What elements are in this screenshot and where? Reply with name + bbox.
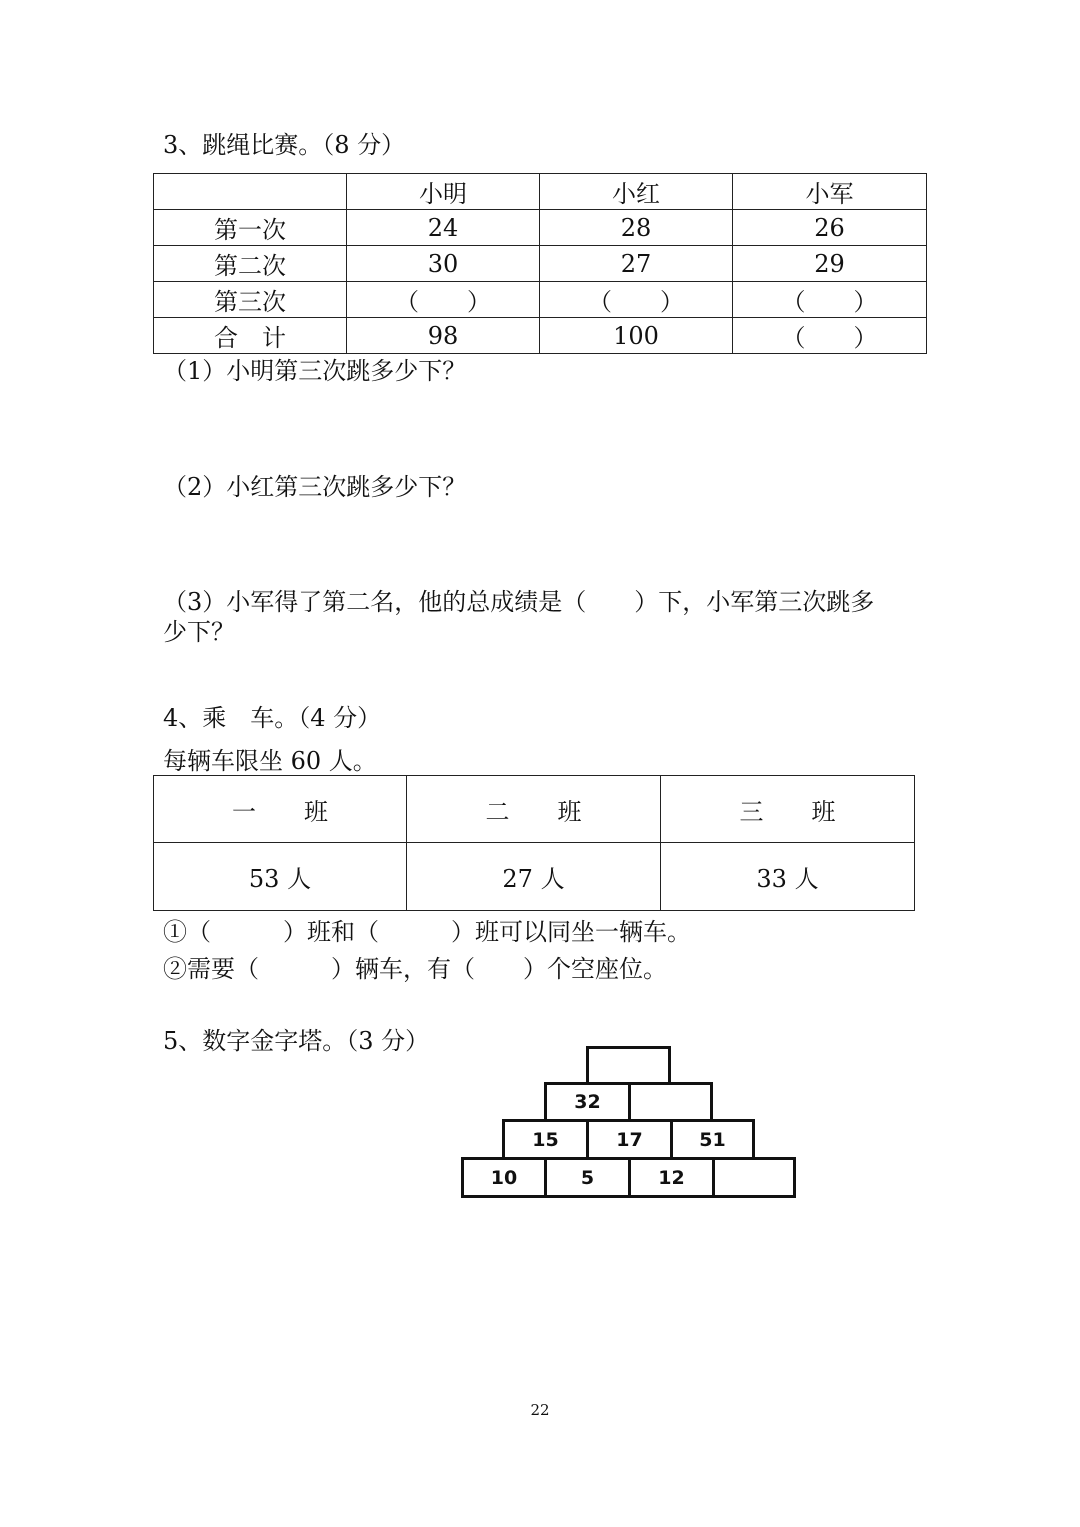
pyramid-blank-cell[interactable] — [712, 1157, 796, 1198]
pyramid-blank-cell[interactable] — [628, 1082, 713, 1122]
table-row — [154, 318, 927, 354]
pyramid-cell: 17 — [586, 1119, 673, 1160]
table-cell: 98 — [347, 318, 540, 354]
q4-note: 每辆车限坐 60 人。 — [163, 747, 377, 775]
answer-blank[interactable]: （ ） — [733, 282, 927, 318]
column-header-xiaojun: 小军 — [733, 174, 927, 210]
answer-blank[interactable]: （ ） — [347, 282, 540, 318]
q3-subquestion-1: （1）小明第三次跳多少下？ — [163, 357, 467, 385]
q4-question-1: ①（ ）班和（ ）班可以同坐一辆车。 — [163, 918, 691, 946]
class-1-count: 53 人 — [154, 843, 407, 911]
column-header-xiaohong: 小红 — [540, 174, 733, 210]
table-header-row — [154, 776, 915, 843]
q4-heading: 4、乘 车。（4 分） — [163, 704, 382, 732]
pyramid-cell: 10 — [461, 1157, 547, 1198]
table-row — [154, 246, 927, 282]
table-cell: 26 — [733, 210, 927, 246]
table-cell: 29 — [733, 246, 927, 282]
pyramid-cell: 32 — [544, 1082, 631, 1122]
row-label: 第一次 — [154, 210, 347, 246]
q4-class-table — [153, 775, 915, 911]
pyramid-cell: 5 — [544, 1157, 631, 1198]
table-cell: 30 — [347, 246, 540, 282]
row-label: 第二次 — [154, 246, 347, 282]
class-3-count: 33 人 — [661, 843, 915, 911]
column-header-xiaoming: 小明 — [347, 174, 540, 210]
table-header-row — [154, 174, 927, 210]
pyramid-cell: 15 — [502, 1119, 589, 1160]
q3-subquestion-2: （2）小红第三次跳多少下？ — [163, 473, 467, 501]
answer-blank[interactable]: （ ） — [540, 282, 733, 318]
table-cell: 100 — [540, 318, 733, 354]
q4-question-2: ②需要（ ）辆车，有（ ）个空座位。 — [163, 955, 667, 983]
pyramid-cell: 51 — [670, 1119, 755, 1160]
q3-score-table — [153, 173, 927, 354]
class-2-header: 二 班 — [407, 776, 661, 843]
pyramid-blank-cell[interactable] — [586, 1046, 671, 1085]
row-label: 第三次 — [154, 282, 347, 318]
class-3-header: 三 班 — [661, 776, 915, 843]
table-cell: 24 — [347, 210, 540, 246]
page-number: 22 — [530, 1401, 550, 1419]
q3-subquestion-3-line1: （3）小军得了第二名，他的总成绩是（ ）下，小军第三次跳多 — [163, 588, 875, 616]
row-label: 合 计 — [154, 318, 347, 354]
table-row — [154, 843, 915, 911]
table-cell: 28 — [540, 210, 733, 246]
q5-heading: 5、数字金字塔。（3 分） — [163, 1027, 430, 1055]
class-1-header: 一 班 — [154, 776, 407, 843]
table-corner-cell — [154, 174, 347, 210]
q3-heading: 3、跳绳比赛。（8 分） — [163, 131, 406, 159]
class-2-count: 27 人 — [407, 843, 661, 911]
pyramid-cell: 12 — [628, 1157, 715, 1198]
table-cell: 27 — [540, 246, 733, 282]
answer-blank[interactable]: （ ） — [733, 318, 927, 354]
table-row — [154, 210, 927, 246]
table-row — [154, 282, 927, 318]
q3-subquestion-3-line2: 少下？ — [163, 618, 235, 646]
